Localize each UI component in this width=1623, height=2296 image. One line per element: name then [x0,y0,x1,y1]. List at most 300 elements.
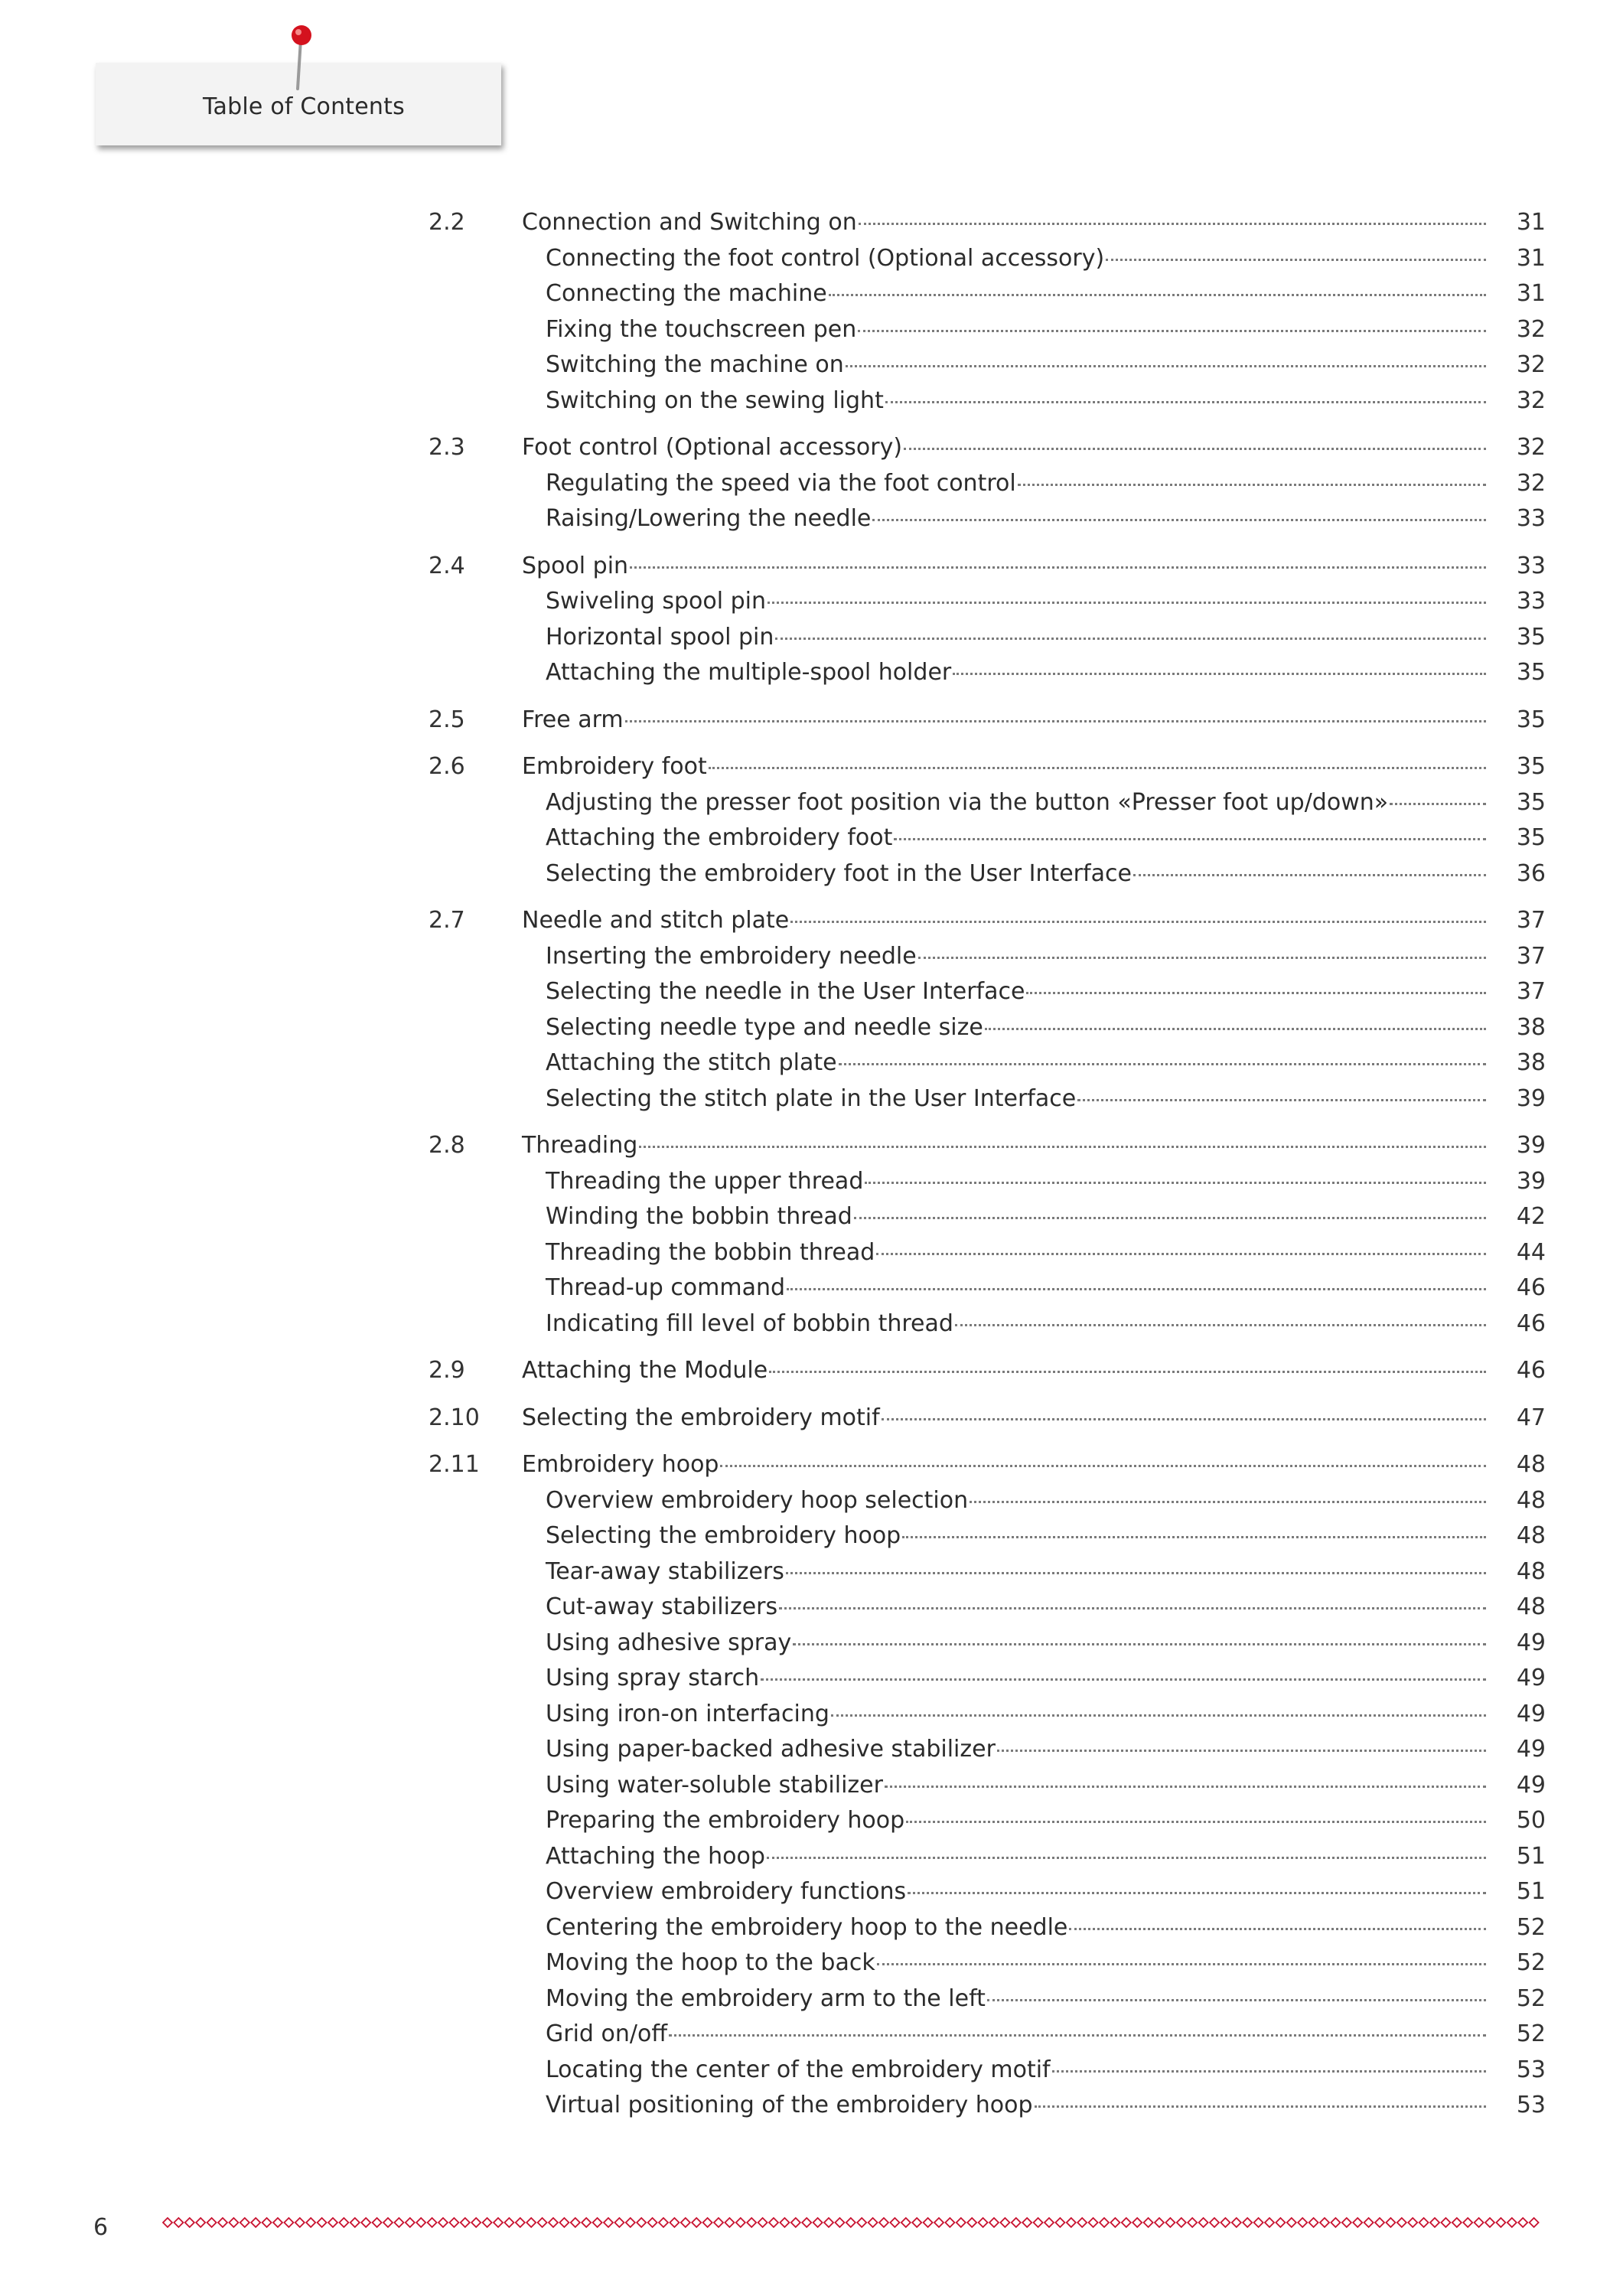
diamond-ornament [758,2218,768,2227]
dot-leader [1133,866,1486,876]
diamond-ornament [1022,2218,1031,2227]
dot-leader [987,1991,1486,2001]
dot-leader [877,1955,1486,1965]
toc-page-number: 51 [1516,1878,1546,1905]
toc-entry-title: Horizontal spool pin [546,623,774,651]
toc-entry-title: Connection and Switching on [522,209,857,236]
diamond-ornament [1320,2218,1329,2227]
toc-page-number: 38 [1516,1013,1546,1041]
diamond-ornament [1045,2218,1054,2227]
dot-leader [720,1457,1486,1467]
toc-page-number: 31 [1516,244,1546,272]
diamond-ornament [185,2218,194,2227]
diamond-ornament [1518,2218,1527,2227]
toc-subentry[interactable] [429,1270,1546,1306]
diamond-ornament [306,2218,315,2227]
diamond-ornament [1110,2218,1119,2227]
dot-leader [894,830,1486,840]
dot-leader [669,2027,1486,2037]
diamond-ornament [1353,2218,1362,2227]
toc-entry-title: Attaching the embroidery foot [546,824,893,851]
toc-entry-title: Moving the embroidery arm to the left [546,1985,986,2012]
diamond-ornament [229,2218,238,2227]
diamond-ornament [1199,2218,1208,2227]
toc-section-number: 2.7 [429,907,465,934]
toc-page-number: 49 [1516,1736,1546,1763]
diamond-ornament [218,2218,227,2227]
toc-entry[interactable] [429,549,1546,585]
toc-entry-title: Using iron-on interfacing [546,1700,829,1727]
diamond-ornament [957,2218,966,2227]
toc-subentry[interactable] [429,1045,1546,1081]
toc-page-number: 49 [1516,1700,1546,1727]
diamond-ornament [1012,2218,1021,2227]
diamond-ornament [890,2218,899,2227]
dot-leader [839,1055,1486,1065]
diamond-ornament [504,2218,513,2227]
toc-entry[interactable] [429,703,1546,739]
toc-entry-title: Selecting the embroidery motif [522,1404,880,1431]
toc-entry[interactable] [429,205,1546,241]
toc-page-number: 37 [1516,942,1546,970]
toc-subentry[interactable] [429,1945,1546,1981]
dot-leader [854,1209,1486,1219]
toc-subentry[interactable] [429,1010,1546,1046]
dot-leader [1077,1091,1486,1101]
toc-entry-title: Overview embroidery hoop selection [546,1486,969,1514]
toc-entry-title: Selecting needle type and needle size [546,1013,983,1041]
diamond-ornament [846,2218,855,2227]
diamond-ornament [869,2218,878,2227]
diamond-ornament [1342,2218,1351,2227]
toc-subentry[interactable] [429,383,1546,419]
diamond-ornament [1165,2218,1175,2227]
toc-subentry[interactable] [429,1981,1546,2017]
diamond-ornament [1155,2218,1164,2227]
toc-entry-title: Preparing the embroidery hoop [546,1807,905,1834]
toc-entry-title: Attaching the Module [522,1357,768,1384]
diamond-ornament [1496,2218,1505,2227]
toc-subentry[interactable] [429,1590,1546,1626]
diamond-ornament [593,2218,602,2227]
toc-entry-title: Centering the embroidery hoop to the needle [546,1913,1068,1941]
diamond-ornament [295,2218,305,2227]
toc-section-number: 2.2 [429,209,465,236]
toc-section [429,430,1546,537]
diamond-ornament [582,2218,591,2227]
diamond-ornament [614,2218,624,2227]
diamond-ornament [1507,2218,1517,2227]
toc-section [429,1401,1546,1437]
toc-page-number: 49 [1516,1771,1546,1799]
diamond-ornament [1298,2218,1307,2227]
diamond-ornament [350,2218,360,2227]
toc-subentry[interactable] [429,1199,1546,1235]
toc-page-number: 53 [1516,2056,1546,2083]
dot-leader [902,1528,1486,1538]
dot-leader [970,1493,1486,1503]
toc-entry-title: Using paper-backed adhesive stabilizer [546,1736,996,1763]
dot-leader [775,630,1486,640]
toc-entry-title: Tear-away stabilizers [546,1557,784,1585]
diamond-ornament [1441,2218,1450,2227]
toc-page-number: 33 [1516,552,1546,579]
toc-page-number: 46 [1516,1357,1546,1384]
toc-entry-title: Attaching the multiple-spool holder [546,659,952,686]
dot-leader [769,1363,1486,1373]
toc-subentry[interactable] [429,501,1546,537]
toc-page-number: 39 [1516,1084,1546,1112]
toc-entry-title: Using adhesive spray [546,1629,792,1656]
toc-entry-title: Thread-up command [546,1274,786,1301]
toc-page-number: 33 [1516,505,1546,532]
diamond-ornament [1133,2218,1142,2227]
toc-section-number: 2.6 [429,753,465,780]
diamond-ornament [1254,2218,1263,2227]
diamond-ornament [1287,2218,1296,2227]
toc-subentry[interactable] [429,1483,1546,1519]
toc-subentry[interactable] [429,466,1546,502]
diamond-ornament [1177,2218,1186,2227]
toc-subentry[interactable] [429,820,1546,856]
toc-subentry[interactable] [429,347,1546,383]
diamond-ornament [1221,2218,1230,2227]
dot-leader [985,1020,1486,1030]
diamond-ornament [1463,2218,1472,2227]
toc-page-number: 36 [1516,859,1546,887]
toc-page-number: 51 [1516,1842,1546,1870]
toc-page-number: 48 [1516,1593,1546,1620]
dot-leader [1026,984,1486,994]
toc-entry-title: Overview embroidery functions [546,1878,907,1905]
diamond-ornament [196,2218,205,2227]
toc-page-number: 37 [1516,978,1546,1005]
toc-page-number: 31 [1516,209,1546,236]
diamond-ornament [438,2218,448,2227]
diamond-ornament [1067,2218,1076,2227]
diamond-ornament [428,2218,437,2227]
dot-leader [997,1742,1486,1752]
toc-section [429,549,1546,691]
diamond-ornament [1430,2218,1439,2227]
table-of-contents [429,205,1546,2135]
toc-entry-title: Adjusting the presser foot position via the button «Presser foot up/down» [546,788,1389,816]
toc-page-number: 32 [1516,351,1546,378]
diamond-ornament [1364,2218,1374,2227]
toc-entry-title: Locating the center of the embroidery motif [546,2056,1051,2083]
diamond-ornament [1243,2218,1252,2227]
dot-leader [876,1245,1486,1255]
toc-entry-title: Threading the bobbin thread [546,1238,875,1266]
diamond-ornament [901,2218,911,2227]
toc-entry-title: Selecting the embroidery hoop [546,1522,901,1549]
diamond-ornament [1210,2218,1219,2227]
toc-subentry[interactable] [429,2017,1546,2053]
toc-subentry[interactable] [429,1518,1546,1554]
diamond-ornament [406,2218,415,2227]
toc-entry-title: Selecting the embroidery foot in the User Interface [546,859,1132,887]
diamond-ornament [714,2218,723,2227]
diamond-ornament [989,2218,999,2227]
toc-page-number: 44 [1516,1238,1546,1266]
toc-page-number: 35 [1516,623,1546,651]
diamond-ornament [526,2218,536,2227]
diamond-ornament [736,2218,745,2227]
diamond-ornament [924,2218,933,2227]
diamond-ornament [461,2218,470,2227]
dot-leader [1035,2098,1486,2108]
diamond-ornament [879,2218,888,2227]
toc-section-number: 2.9 [429,1357,465,1384]
diamond-ornament [240,2218,249,2227]
toc-entry-title: Connecting the foot control (Optional accessory) [546,244,1105,272]
toc-entry-title: Moving the hoop to the back [546,1949,875,1976]
toc-page-number: 33 [1516,588,1546,615]
toc-section [429,205,1546,419]
toc-subentry[interactable] [429,785,1546,821]
toc-entry-title: Attaching the stitch plate [546,1049,837,1076]
toc-entry-title: Spool pin [522,552,629,579]
toc-section [429,1128,1546,1342]
diamond-ornament [1144,2218,1153,2227]
diamond-ornament [549,2218,558,2227]
dot-leader [1018,476,1486,486]
diamond-ornament [725,2218,734,2227]
toc-subentry[interactable] [429,1164,1546,1200]
toc-entry-title: Indicating fill level of bobbin thread [546,1309,953,1337]
toc-entry-title: Switching the machine on [546,351,844,378]
diamond-ornament [945,2218,954,2227]
diamond-ornament [703,2218,712,2227]
page-number: 6 [93,2214,109,2241]
toc-subentry[interactable] [429,2053,1546,2089]
toc-page-number: 48 [1516,1522,1546,1549]
toc-subentry[interactable] [429,655,1546,691]
diamond-ornament [835,2218,844,2227]
diamond-ornament [516,2218,525,2227]
diamond-ornament [967,2218,976,2227]
toc-section [429,749,1546,892]
toc-section [429,1353,1546,1389]
toc-page-number: 35 [1516,706,1546,733]
toc-entry-title: Threading [522,1132,638,1159]
toc-page-number: 42 [1516,1203,1546,1230]
diamond-ornament [1265,2218,1274,2227]
toc-subentry[interactable] [429,1554,1546,1590]
dot-leader [1390,795,1486,805]
toc-subentry[interactable] [429,1235,1546,1271]
toc-entry-title: Regulating the speed via the foot control [546,469,1016,497]
diamond-ornament [1276,2218,1285,2227]
diamond-ornament [1530,2218,1539,2227]
toc-subentry[interactable] [429,1306,1546,1342]
toc-entry-title: Winding the bobbin thread [546,1203,852,1230]
toc-page-number: 46 [1516,1309,1546,1337]
diamond-ornament [1089,2218,1098,2227]
pushpin-icon [277,9,323,93]
toc-section-number: 2.8 [429,1132,465,1159]
section-tab-title: Table of Contents [203,93,405,120]
toc-subentry[interactable] [429,1697,1546,1733]
toc-subentry[interactable] [429,1732,1546,1768]
diamond-ornament [824,2218,833,2227]
toc-entry-title: Fixing the touchscreen pen [546,315,857,343]
diamond-ornament [648,2218,657,2227]
toc-subentry[interactable] [429,312,1546,348]
toc-entry-title: Needle and stitch plate [522,907,790,934]
diamond-ornament [1000,2218,1009,2227]
diamond-ornament [284,2218,293,2227]
diamond-ornament [912,2218,921,2227]
diamond-ornament [769,2218,778,2227]
toc-entry-title: Embroidery hoop [522,1451,719,1478]
diamond-ornament [670,2218,679,2227]
dot-leader [906,1813,1486,1823]
diamond-ornament [857,2218,866,2227]
toc-page-number: 50 [1516,1807,1546,1834]
diamond-ornament [571,2218,580,2227]
toc-subentry[interactable] [429,1910,1546,1946]
dot-leader [768,594,1486,604]
toc-entry[interactable] [429,749,1546,785]
diamond-ornament [934,2218,943,2227]
diamond-ornament [979,2218,988,2227]
toc-section-number: 2.3 [429,434,465,461]
diamond-ornament [559,2218,569,2227]
toc-entry-title: Free arm [522,706,624,733]
diamond-ornament [163,2218,172,2227]
toc-entry-title: Foot control (Optional accessory) [522,434,903,461]
dot-leader [793,1636,1486,1645]
toc-entry[interactable] [429,430,1546,466]
diamond-ornament [681,2218,690,2227]
toc-section-number: 2.4 [429,552,465,579]
dot-leader [787,1280,1486,1290]
toc-subentry[interactable] [429,974,1546,1010]
dot-leader [831,1707,1486,1717]
toc-entry-title: Attaching the hoop [546,1842,765,1870]
diamond-ornament [813,2218,823,2227]
toc-entry-title: Selecting the stitch plate in the User Interface [546,1084,1077,1112]
toc-subentry[interactable] [429,276,1546,312]
diamond-ornament [637,2218,646,2227]
diamond-ornament [339,2218,348,2227]
toc-section [429,903,1546,1117]
diamond-ornament [659,2218,668,2227]
dot-leader [885,393,1486,403]
toc-page-number: 49 [1516,1629,1546,1656]
dot-leader [872,511,1486,521]
toc-page-number: 32 [1516,386,1546,414]
toc-entry[interactable] [429,903,1546,939]
diamond-ornament [1232,2218,1241,2227]
toc-entry-title: Using water-soluble stabilizer [546,1771,883,1799]
toc-subentry[interactable] [429,1874,1546,1910]
toc-subentry[interactable] [429,1768,1546,1804]
toc-entry-title: Grid on/off [546,2020,667,2047]
toc-page-number: 47 [1516,1404,1546,1431]
diamond-ornament [471,2218,481,2227]
toc-entry-title: Cut-away stabilizers [546,1593,778,1620]
diamond-ornament [483,2218,492,2227]
toc-subentry[interactable] [429,1081,1546,1117]
diamond-ornament [1331,2218,1340,2227]
diamond-ornament [494,2218,503,2227]
diamond-ornament [1408,2218,1417,2227]
toc-entry-title: Embroidery foot [522,753,707,780]
toc-page-number: 48 [1516,1557,1546,1585]
toc-subentry[interactable] [429,2088,1546,2124]
diamond-ornament [1452,2218,1462,2227]
toc-subentry[interactable] [429,1661,1546,1697]
diamond-ornament [1375,2218,1384,2227]
dot-leader [829,286,1486,296]
toc-page-number: 35 [1516,788,1546,816]
toc-section-number: 2.11 [429,1451,480,1478]
toc-page-number: 52 [1516,1985,1546,2012]
toc-subentry[interactable] [429,620,1546,656]
toc-subentry[interactable] [429,939,1546,975]
diamond-ornament [1077,2218,1087,2227]
toc-entry[interactable] [429,1401,1546,1437]
toc-page-number: 32 [1516,434,1546,461]
dot-leader [761,1671,1486,1681]
diamond-ornament [383,2218,393,2227]
dot-leader [709,759,1486,769]
toc-entry[interactable] [429,1128,1546,1164]
dot-leader [630,559,1486,569]
toc-page-number: 35 [1516,753,1546,780]
toc-page-number: 31 [1516,280,1546,307]
dot-leader [767,1849,1486,1859]
diamond-ornament [1188,2218,1197,2227]
dot-leader [865,1174,1486,1184]
diamond-ornament [604,2218,613,2227]
diamond-ornament [780,2218,789,2227]
toc-page-number: 48 [1516,1486,1546,1514]
diamond-ornament [1485,2218,1494,2227]
toc-page-number: 39 [1516,1167,1546,1195]
toc-entry[interactable] [429,1447,1546,1483]
toc-subentry[interactable] [429,1626,1546,1662]
toc-subentry[interactable] [429,856,1546,892]
diamond-ornament [1386,2218,1395,2227]
toc-page-number: 48 [1516,1451,1546,1478]
diamond-ornament [1100,2218,1109,2227]
toc-subentry[interactable] [429,584,1546,620]
dot-leader [625,713,1486,722]
toc-subentry[interactable] [429,1839,1546,1875]
toc-entry[interactable] [429,1353,1546,1389]
dot-leader [1069,1920,1486,1930]
toc-entry-title: Threading the upper thread [546,1167,864,1195]
toc-subentry[interactable] [429,241,1546,277]
diamond-ornament [416,2218,425,2227]
dot-leader [908,1884,1486,1894]
diamond-ornament [1034,2218,1043,2227]
dot-leader [904,440,1486,450]
toc-section-number: 2.5 [429,706,465,733]
diamond-ornament [251,2218,260,2227]
diamond-ornament [538,2218,547,2227]
diamond-ornament [318,2218,327,2227]
dot-leader [858,322,1486,332]
toc-entry-title: Selecting the needle in the User Interface [546,978,1025,1005]
toc-section [429,703,1546,739]
toc-page-number: 35 [1516,824,1546,851]
toc-entry-title: Raising/Lowering the needle [546,505,872,532]
toc-subentry[interactable] [429,1803,1546,1839]
